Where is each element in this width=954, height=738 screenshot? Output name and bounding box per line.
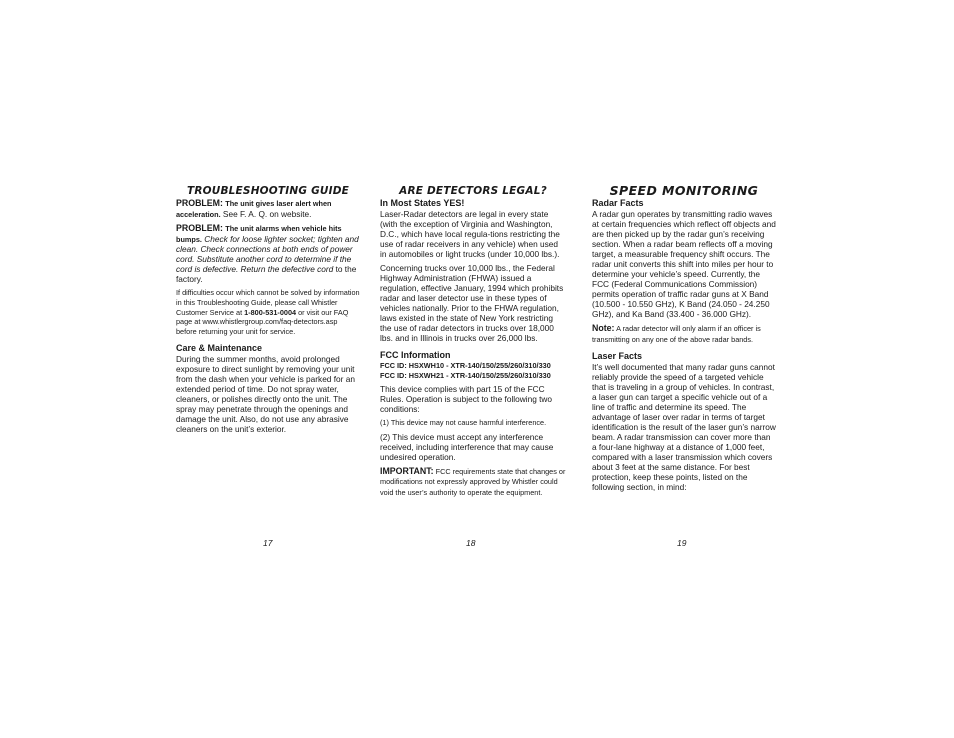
page-number-17: 17: [263, 538, 273, 548]
fcc-paragraph-1: This device complies with part 15 of the FCC Rules. Operation is subject to the following two conditions:: [380, 384, 553, 415]
service-info-a: If difficulties occur which cannot be solved by information in this Troubleshooting Guide, please call Whistler Customer Service at: [176, 288, 360, 317]
problem-2-lead: PROBLEM:: [176, 223, 223, 234]
radar-note: [592, 323, 776, 344]
speed-title: SPEED MONITORING: [609, 183, 759, 198]
page-18-column: [380, 186, 566, 502]
laser-facts-title: Laser Facts: [592, 351, 643, 362]
fcc-title: FCC Information: [380, 350, 451, 360]
problem-2-italic: Check for loose lighter socket; tighten and clean. Check connections at both ends of power cord. Substitute another cord to determine if the cord is defective. Return the defective cord: [176, 233, 359, 275]
note-lead: Note:: [592, 323, 615, 333]
fcc-id-1: FCC ID: HSXWH10 - XTR-140/150/255/260/310/330: [380, 361, 551, 370]
service-info: [176, 288, 360, 336]
service-info-b: or visit our FAQ page at www.whistlergroup.com/faq-detectors.asp before returning your unit for service.: [176, 307, 349, 336]
page-number-18: 18: [466, 538, 476, 548]
legal-paragraph-2: Concerning trucks over 10,000 lbs., the Federal Highway Administration (FHWA) issued a regulation, effective January, 1994 which prohibits radar and laser detector use in these types of vehicles nationally. Prior to the FHWA regulation, laws existed in the state of New York restricting the use of radar detectors in trucks over 18,000 lbs. and in Illinois in trucks over 26,000 lbs.: [380, 263, 564, 343]
page-19-column: [592, 183, 776, 496]
problem-2-rest: to the factory.: [176, 264, 357, 285]
page-17-column: [176, 186, 360, 438]
legal-subtitle: In Most States YES!: [380, 198, 465, 208]
important-text: FCC requirements state that changes or modifications not expressly approved by Whistler could void the user’s authority to operate the equipment.: [380, 466, 566, 497]
problem-2-bold: The unit alarms when vehicle hits bumps.: [176, 224, 342, 244]
problem-1-rest: See F. A. Q. on website.: [220, 208, 312, 219]
important-lead: IMPORTANT:: [380, 465, 434, 476]
important-note: [380, 466, 566, 498]
care-text: During the summer months, avoid prolonged exposure to direct sunlight by removing your unit from the dash when your vehicle is parked for an extended period of time. Do not spray water, cleaners, or polishes directly onto the unit. The spray may penetrate through the openings and damage the unit. Also, do not use any abrasive cleaners on the unit’s exterior.: [176, 354, 355, 435]
problem-1-lead: PROBLEM:: [176, 198, 223, 208]
fcc-condition-2: (2) This device must accept any interference received, including interference that may cause undesired operation.: [380, 431, 554, 462]
troubleshooting-title: TROUBLESHOOTING GUIDE: [186, 185, 350, 197]
laser-facts-text: It’s well documented that many radar guns cannot reliably provide the speed of a targeted vehicle that is traveling in a group of vehicles. In contrast, a laser gun can target a specific vehicle out of a line of traffic and determine its speed. The advantage of laser over radar in terms of target identification is the result of the laser gun’s narrow beam. A radar transmission can cover more than a four-lane highway at a distance of 1,000 feet, compared with a laser transmission which covers about 3 feet at the same distance. For best protection, keep these points, listed on the following section, in mind:: [592, 362, 776, 493]
note-text: A radar detector will only alarm if an officer is transmitting on any one of the above radar bands.: [592, 324, 761, 344]
page-number-19: 19: [677, 538, 687, 548]
fcc-condition-1: (1) This device may not cause harmful interference.: [380, 418, 547, 428]
legal-paragraph-1: Laser-Radar detectors are legal in every state (with the exception of Virginia and Washington, D.C., which have local regula-tions restricting the use of radar receivers in any vehicle) when used in automobiles or light trucks (under 10,000 lbs.).: [380, 209, 560, 259]
problem-2: [176, 223, 360, 284]
radar-facts-text: A radar gun operates by transmitting radio waves at certain frequencies which reflect off objects and are then picked up by the radar gun’s receiving section. When a radar beam reflects off a moving target, a measurable frequency shift occurs. The radar unit converts this shift into miles per hour to determine your vehicle’s speed. Currently, the FCC (Federal Communications Commission) permits operation of traffic radar guns at X Band (10.500 - 10.550 GHz), K Band (24.050 - 24.250 GHz), and Ka Band (33.400 - 36.000 GHz).: [592, 209, 776, 319]
radar-facts-title: Radar Facts: [592, 198, 644, 208]
service-phone: 1-800-531-0004: [244, 307, 297, 317]
fcc-id-2: FCC ID: HSXWH21 - XTR-140/150/255/260/310/330: [380, 370, 551, 380]
problem-1: [176, 198, 360, 219]
care-title: Care & Maintenance: [176, 343, 263, 354]
legal-title: ARE DETECTORS LEGAL?: [399, 185, 547, 197]
problem-1-bold: The unit gives laser alert when acceleration.: [176, 199, 332, 219]
